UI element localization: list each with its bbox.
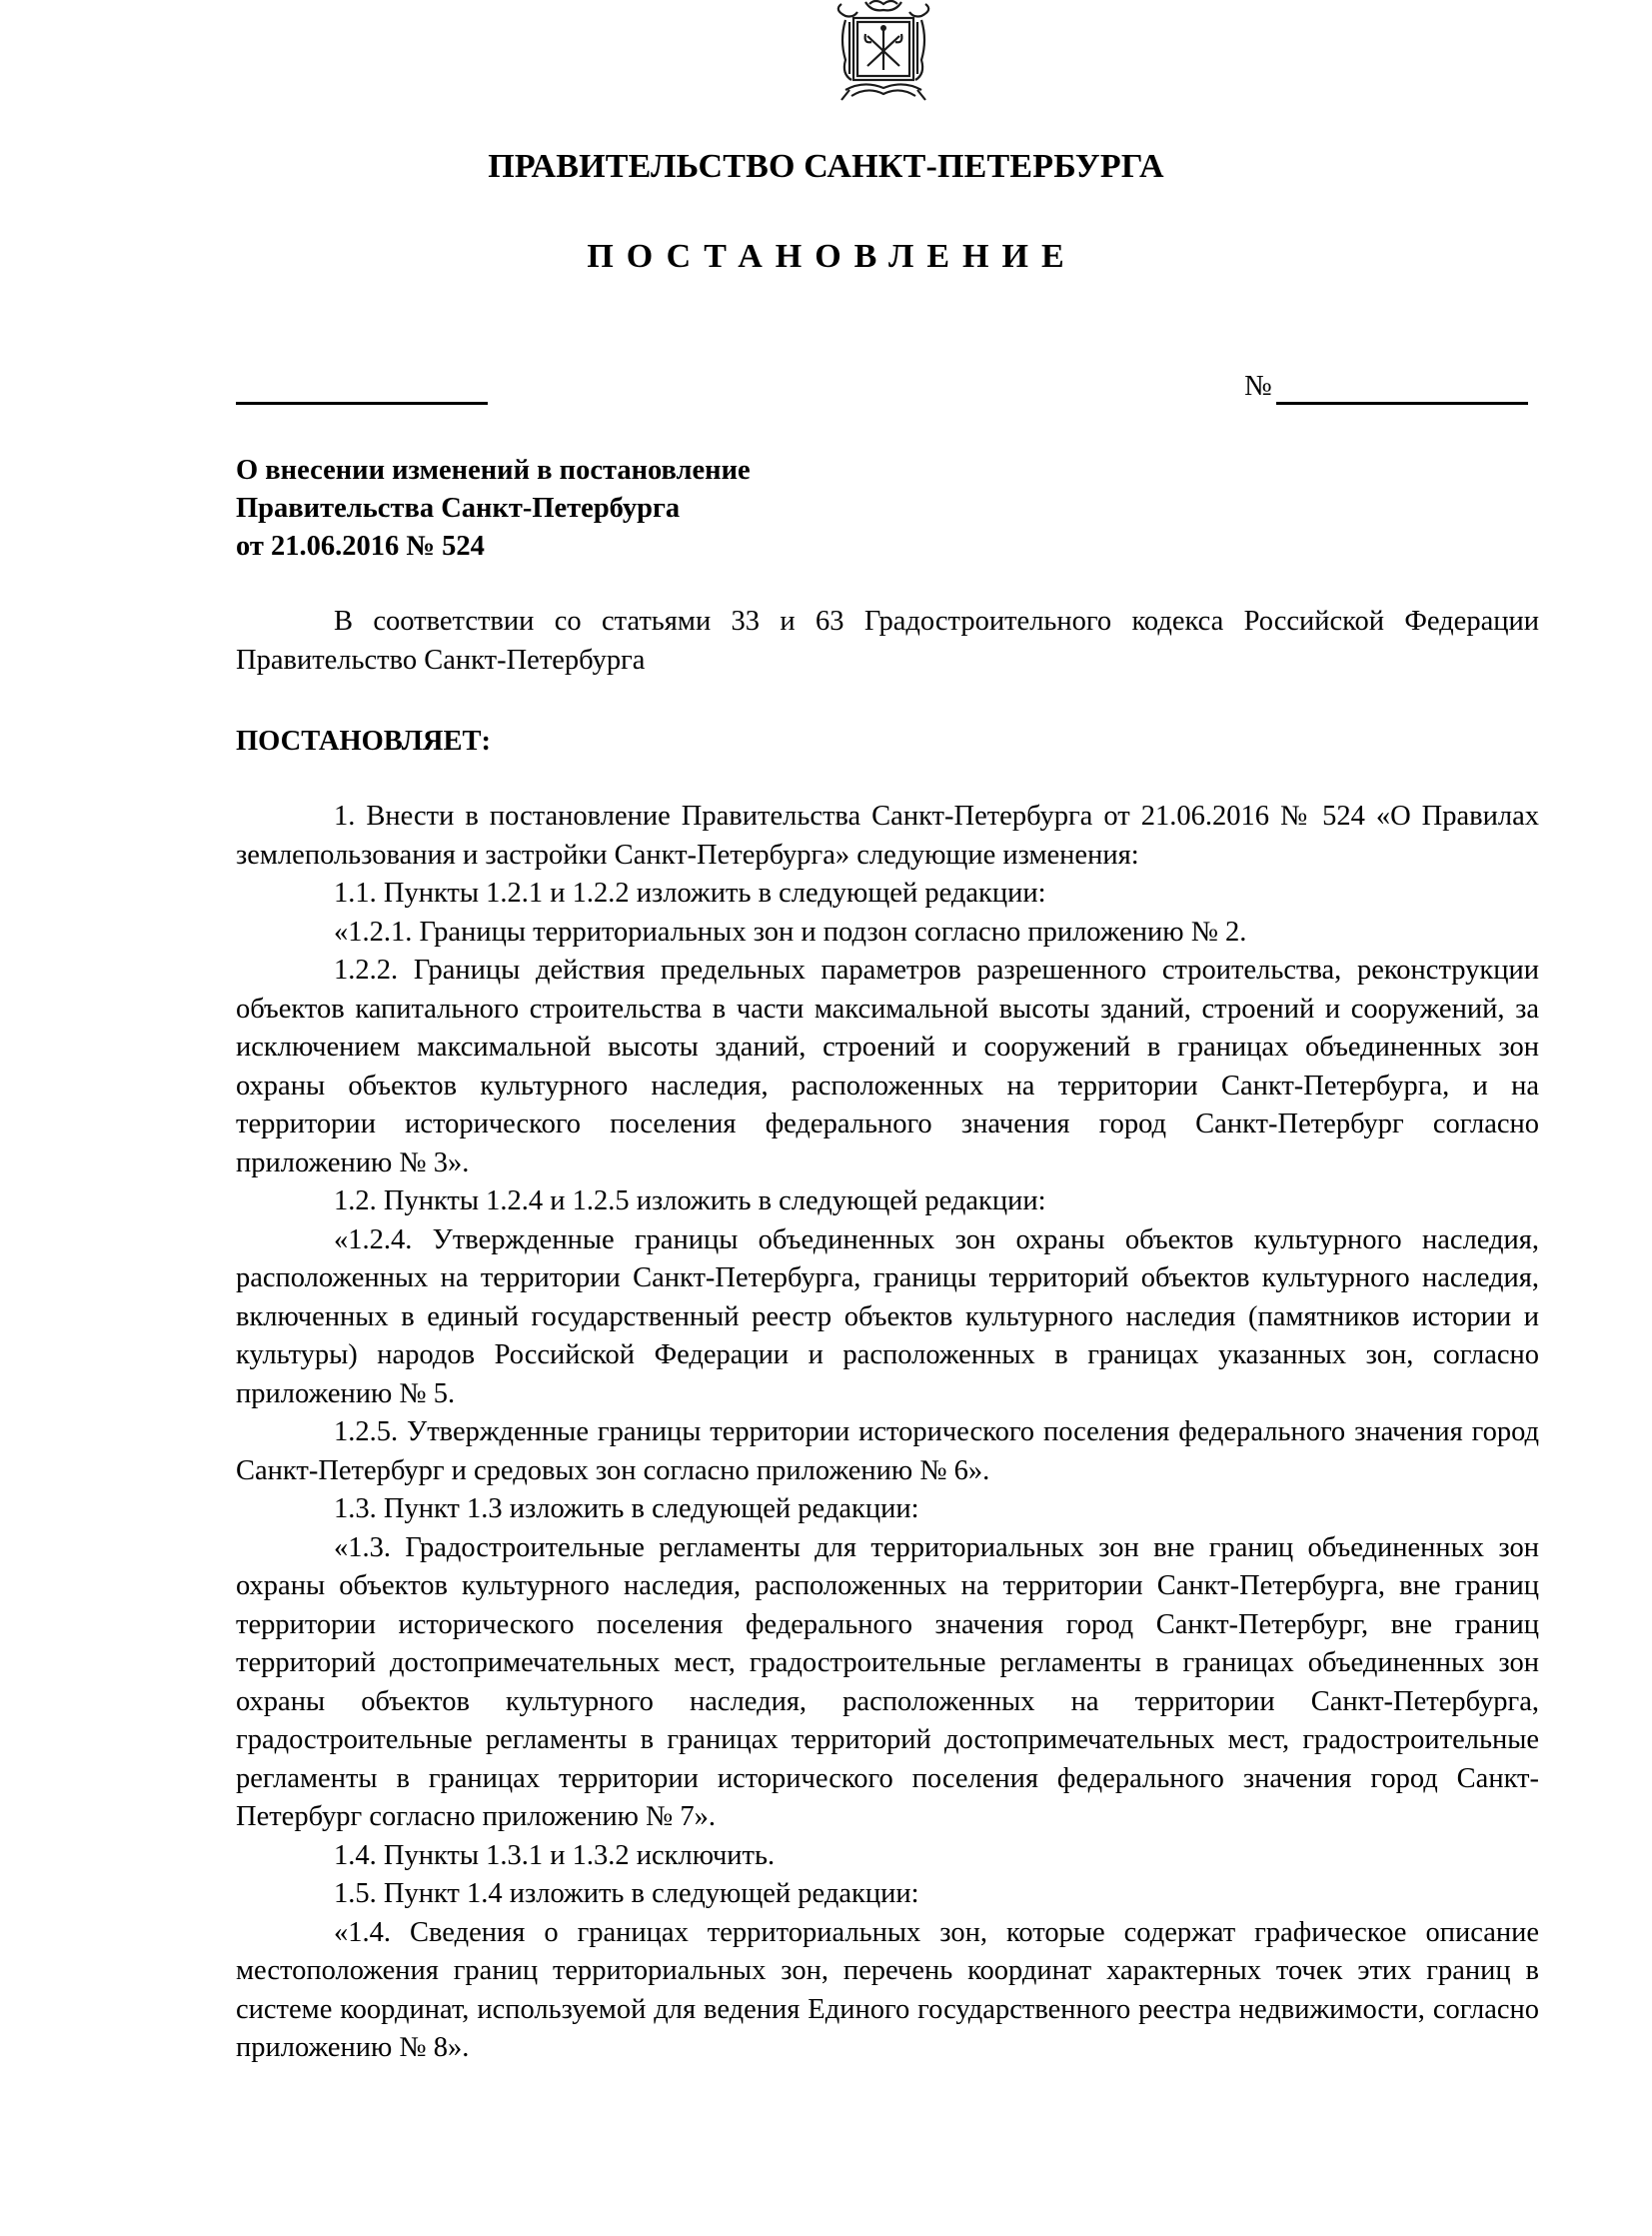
document-number-field bbox=[1244, 370, 1534, 410]
number-blank-line bbox=[1276, 402, 1528, 405]
paragraph-1: 1. Внести в постановление Правительства Санкт-Петербурга от 21.06.2016 № 524 «О Правилах землепользования и застройки Санкт-Петербурга» следующие изменения: bbox=[236, 801, 1539, 871]
resolution-body bbox=[236, 798, 1539, 2068]
paragraph-1-2-4: «1.2.4. Утвержденные границы объединенных зон охраны объектов культурного наследия, расположенных на территории Санкт-Петербурга, границы территорий объектов культурного наследия, включенных в единый государственный реестр объектов культурного наследия (памятников истории и культуры) народов Российской Федерации и расположенных в границах указанных зон, согласно приложению № 5. bbox=[236, 1223, 1539, 1409]
date-blank-line bbox=[236, 402, 488, 405]
paragraph-1-2: 1.2. Пункты 1.2.4 и 1.2.5 изложить в следующей редакции: bbox=[334, 1185, 1046, 1216]
paragraph-1-2-2: 1.2.2. Границы действия предельных параметров разрешенного строительства, реконструкции объектов капитального строительства в части максимальной высоты зданий, строений и сооружений, за исключением максимальной высоты зданий, строений и сооружений в границах объединенных зон охраны объектов культурного наследия, расположенных на территории Санкт-Петербурга, и на территории исторического поселения федерального значения город Санкт-Петербург согласно приложению № 3». bbox=[236, 955, 1539, 1178]
subject-line: Правительства Санкт-Петербурга bbox=[236, 493, 681, 524]
paragraph-1-5: 1.5. Пункт 1.4 изложить в следующей редакции: bbox=[334, 1878, 919, 1909]
document-type-heading: ПОСТАНОВЛЕНИЕ bbox=[587, 238, 1077, 275]
paragraph-1-2-5: 1.2.5. Утвержденные границы территории исторического поселения федерального значения город Санкт-Петербург и средовых зон согласно приложению № 6». bbox=[236, 1416, 1539, 1486]
organization-title: ПРАВИТЕЛЬСТВО САНКТ-ПЕТЕРБУРГА bbox=[488, 148, 1164, 185]
paragraph-1-4: 1.4. Пункты 1.3.1 и 1.3.2 исключить. bbox=[334, 1839, 776, 1871]
paragraph-1-2-1: «1.2.1. Границы территориальных зон и подзон согласно приложению № 2. bbox=[334, 916, 1247, 948]
preamble bbox=[236, 603, 1539, 680]
document-subject bbox=[236, 452, 935, 566]
coat-of-arms-icon bbox=[827, 0, 939, 104]
paragraph-1-3: 1.3. Пункт 1.3 изложить в следующей редакции: bbox=[334, 1493, 919, 1524]
paragraph-1-3-text: «1.3. Градостроительные регламенты для территориальных зон вне границ объединенных зон охраны объектов культурного наследия, расположенных на территории Санкт-Петербурга, вне границ территории исторического поселения федерального значения город Санкт-Петербург, вне границ территорий достопримечательных мест, градостроительные регламенты в границах объединенных зон охраны объектов культурного наследия, расположенных на территории Санкт-Петербурга, градостроительные регламенты в границах территорий достопримечательных мест, градостроительные регламенты в границах территории исторического поселения федерального значения город Санкт-Петербург согласно приложению № 7». bbox=[236, 1531, 1539, 1832]
subject-line: от 21.06.2016 № 524 bbox=[236, 531, 485, 562]
paragraph-1-4-text: «1.4. Сведения о границах территориальных зон, которые содержат графическое описание местоположения границ территориальных зон, перечень координат характерных точек этих границ в системе координат, используемой для ведения Единого государственного реестра недвижимости, согласно приложению № 8». bbox=[236, 1916, 1539, 2063]
number-label: № bbox=[1244, 370, 1272, 402]
paragraph-1-1: 1.1. Пункты 1.2.1 и 1.2.2 изложить в следующей редакции: bbox=[334, 878, 1046, 909]
subject-line: О внесении изменений в постановление bbox=[236, 455, 751, 486]
resolves-label: ПОСТАНОВЛЯЕТ: bbox=[236, 726, 492, 757]
preamble-text: В соответствии со статьями 33 и 63 Градостроительного кодекса Российской Федерации Правительство Санкт-Петербурга bbox=[236, 606, 1539, 676]
